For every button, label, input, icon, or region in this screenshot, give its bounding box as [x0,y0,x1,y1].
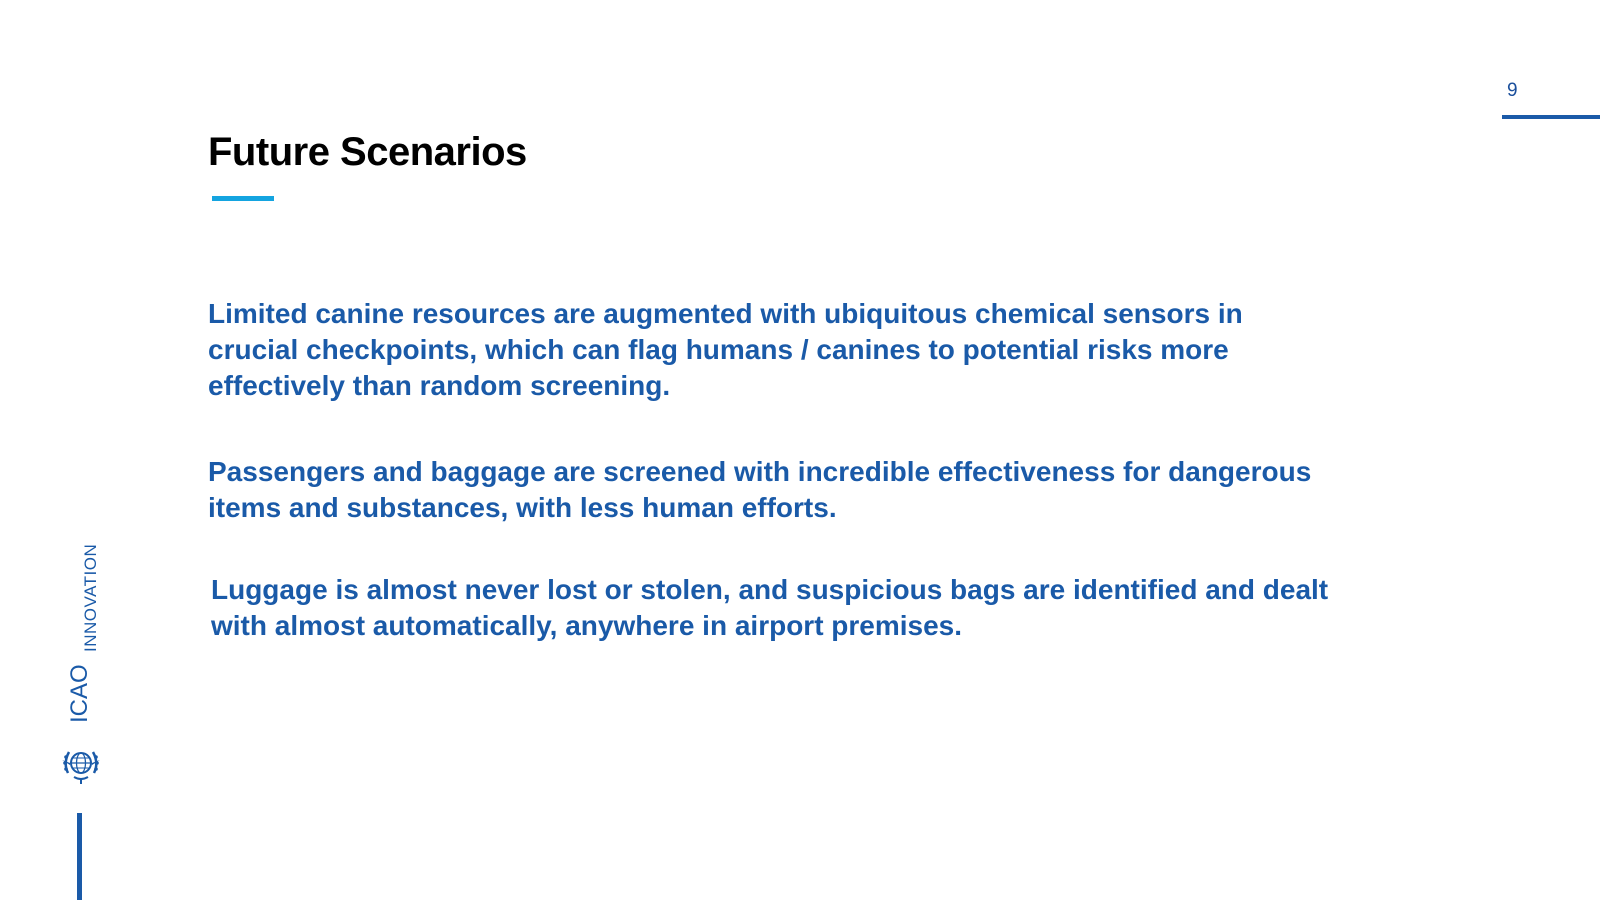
slide-title: Future Scenarios [208,130,527,174]
page-number-rule [1502,115,1600,119]
scenario-paragraph: Passengers and baggage are screened with incredible effectiveness for dangerous items and substances, with less human efforts. [208,456,1312,523]
page-number: 9 [1507,80,1518,101]
scenario-paragraph: Luggage is almost never lost or stolen, and suspicious bags are identified and dealt with almost automatically, anywhere in airport premises. [211,574,1329,641]
un-emblem-icon [60,743,102,785]
sidebar-accent-rule [77,813,82,900]
brand-logo-text: ICAO [66,664,93,723]
title-underline [212,196,274,201]
brand-sidebar [0,0,140,900]
scenario-paragraph: Limited canine resources are augmented with ubiquitous chemical sensors in crucial checkpoints, which can flag humans / canines to potential risks more effectively than random screening. [208,298,1243,401]
brand-tagline: INNOVATION [81,543,100,652]
